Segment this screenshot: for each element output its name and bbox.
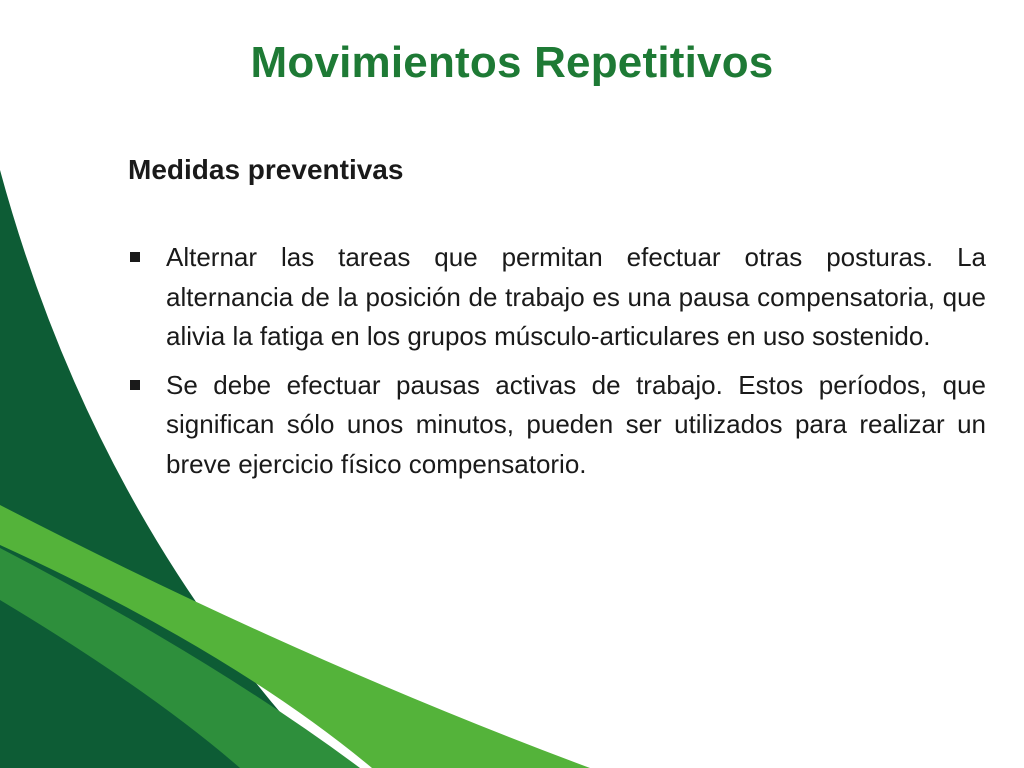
- bullet-item: [128, 366, 986, 485]
- square-bullet-icon: [130, 380, 140, 390]
- slide-title: Movimientos Repetitivos: [250, 38, 774, 87]
- section-subtitle: Medidas preventivas: [128, 154, 404, 185]
- slide-content: [128, 150, 986, 493]
- bullet-text: Se debe efectuar pausas activas de trabajo. Estos períodos, que significan sólo unos minutos, pueden ser utilizados para realizar un breve ejercicio físico compensatorio.: [166, 369, 986, 479]
- bullet-text: Alternar las tareas que permitan efectuar otras posturas. La alternancia de la posición de trabajo es una pausa compensatoria, que alivia la fatiga en los grupos músculo-articulares en uso sostenido.: [166, 242, 986, 351]
- bullet-list: [128, 238, 986, 484]
- square-bullet-icon: [130, 252, 140, 262]
- bullet-item: [128, 238, 986, 357]
